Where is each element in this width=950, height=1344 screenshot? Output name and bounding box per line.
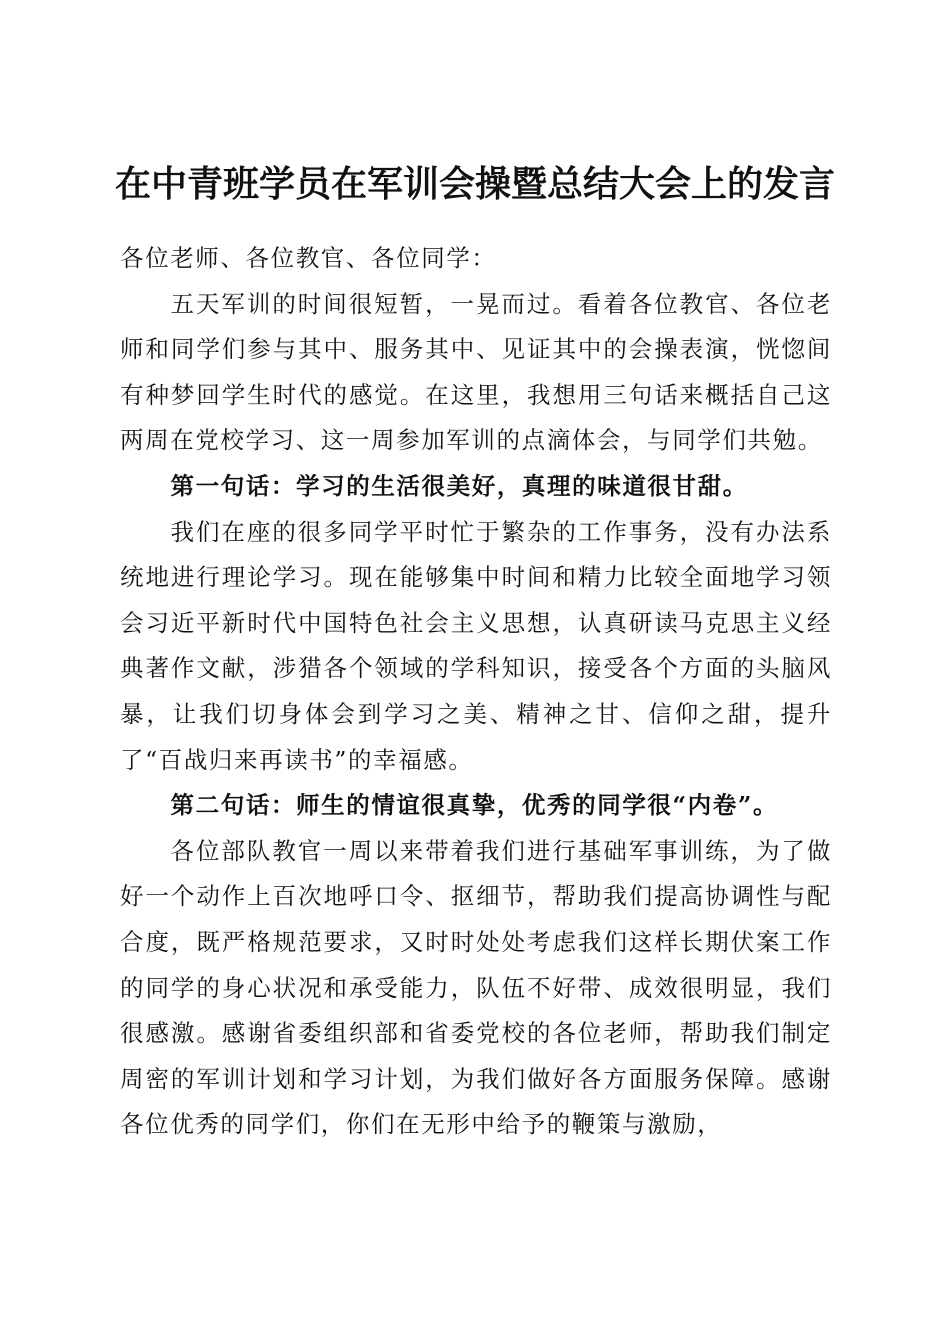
section-heading-first: 第一句话：学习的生活很美好，真理的味道很甘甜。 <box>170 471 748 500</box>
section-heading-second: 第二句话：师生的情谊很真挚，优秀的同学很“内卷”。 <box>170 791 779 820</box>
salutation: 各位老师、各位教官、各位同学： <box>120 244 497 272</box>
paragraph-learning: 我们在座的很多同学平时忙于繁杂的工作事务，没有办法系统地进行理论学习。现在能够集中时间和精力比较全面地学习领会习近平新时代中国特色社会主义思想，认真研读马克思主义经典著作文献，涉猎各个领域的学科知识，接受各个方面的头脑风暴，让我们切身体会到学习之美、精神之甘、信仰之甜，提升了“百战归来再读书”的幸福感。 <box>120 517 832 774</box>
paragraph-thanks: 各位部队教官一周以来带着我们进行基础军事训练，为了做好一个动作上百次地呼口令、抠细节，帮助我们提高协调性与配合度，既严格规范要求，又时时处处考虑我们这样长期伏案工作的同学的身心状况和承受能力，队伍不好带、成效很明显，我们很感激。感谢省委组织部和省委党校的各位老师，帮助我们制定周密的军训计划和学习计划，为我们做好各方面服务保障。感谢各位优秀的同学们，你们在无形中给予的鞭策与激励， <box>120 836 832 1139</box>
paragraph-intro: 五天军训的时间很短暂，一晃而过。看着各位教官、各位老师和同学们参与其中、服务其中、见证其中的会操表演，恍惚间有种梦回学生时代的感觉。在这里，我想用三句话来概括自己这两周在党校学习、这一周参加军训的点滴体会，与同学们共勉。 <box>120 289 832 455</box>
page-title: 在中青班学员在军训会操暨总结大会上的发言 <box>114 163 835 206</box>
document-body <box>120 236 832 1148</box>
